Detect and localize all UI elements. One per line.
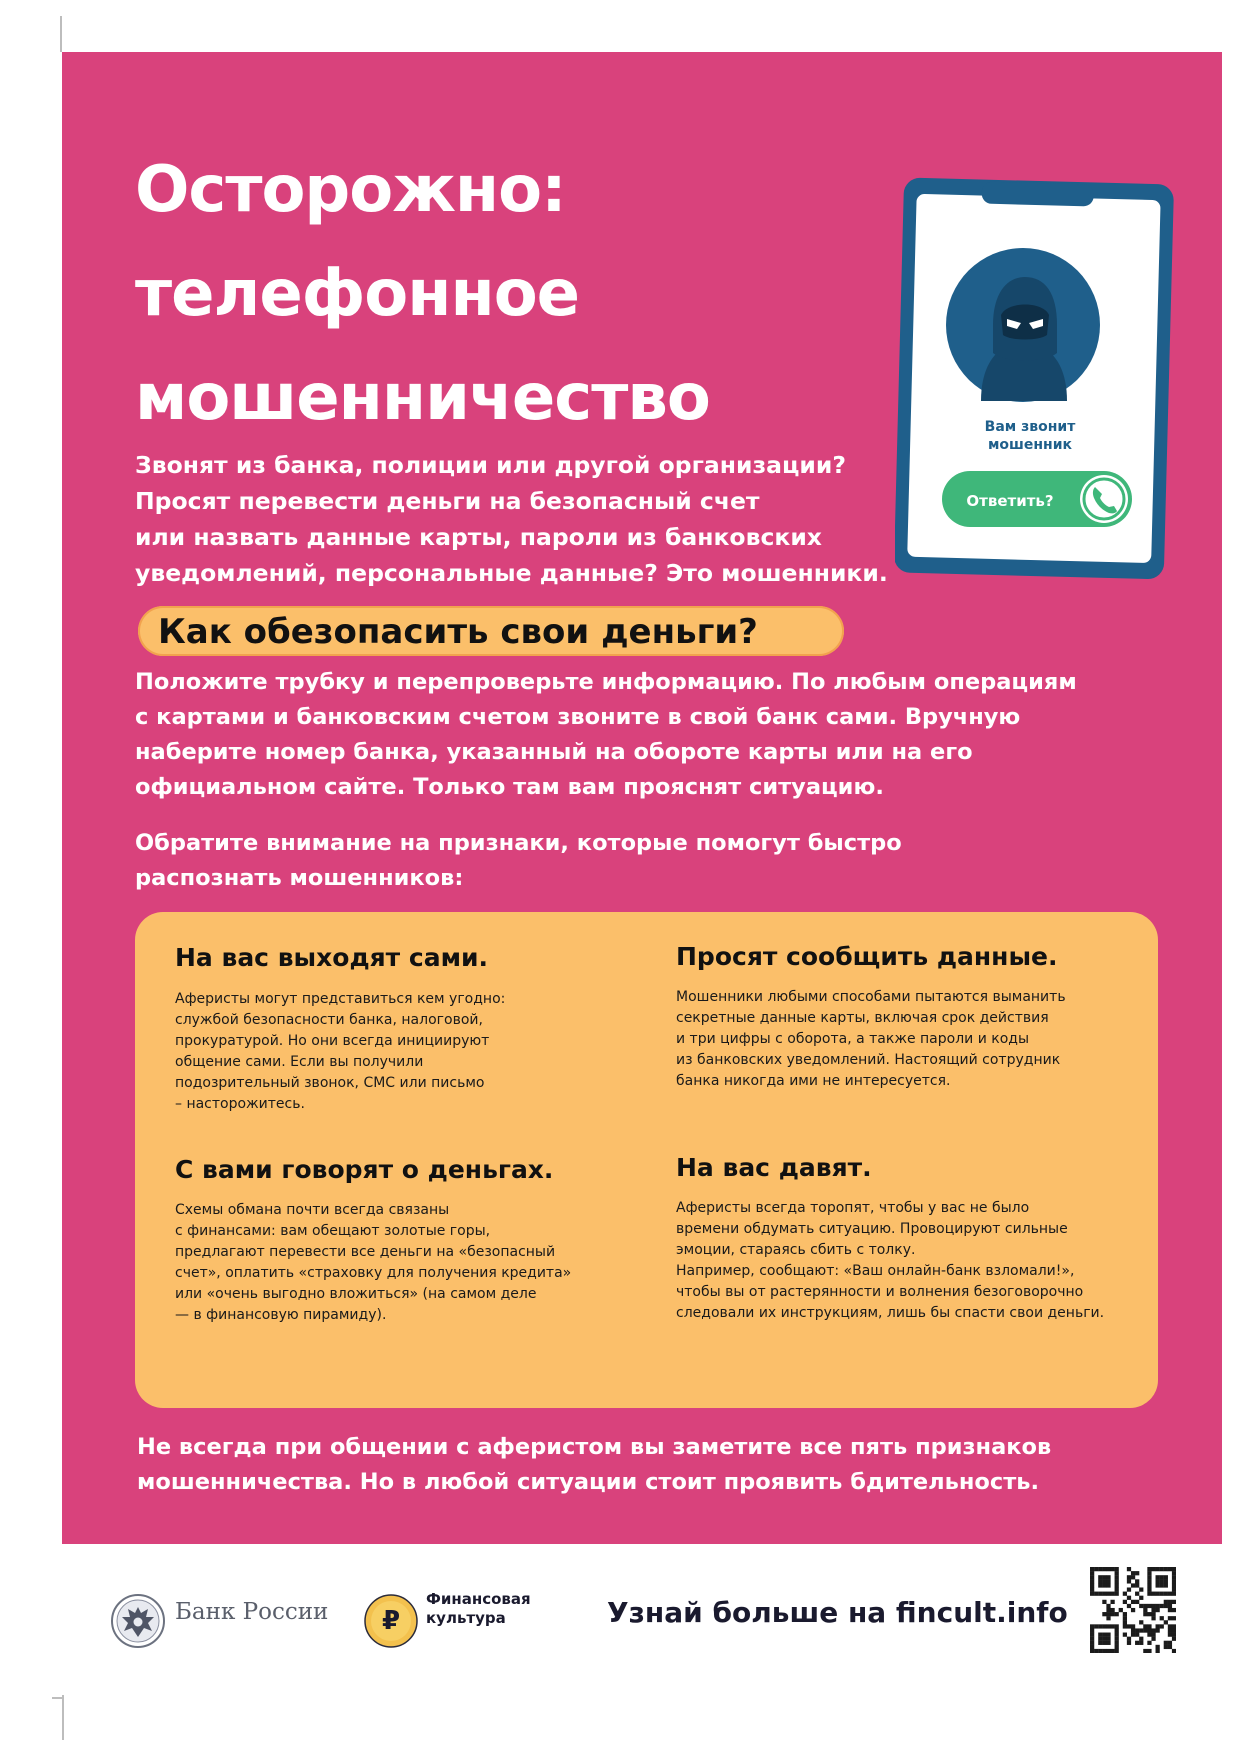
caller-caption [955,418,1105,454]
intro-line: Просят перевести деньги на безопасный счет [135,487,760,515]
signs-intro-paragraph [135,826,902,896]
closing-line: Не всегда при общении с аферистом вы заметите все пять признаков [137,1434,1052,1460]
sign-title: На вас выходят сами. [175,943,489,972]
sign-line: из банковских уведомлений. Настоящий сотрудник [676,1052,1061,1068]
fincult-label [426,1590,531,1628]
ruble-symbol: ₽ [381,1606,401,1636]
intro-paragraph [135,447,895,591]
sign-line: подозрительный звонок, СМС или письмо [175,1075,485,1091]
sign-line: Схемы обмана почти всегда связаны [175,1202,450,1218]
margin-mark-bottom-tick [52,1697,62,1699]
margin-mark-bottom [62,1695,64,1740]
signs-intro-line: Обратите внимание на признаки, которые помогут быстро [135,830,902,856]
sign-line: – насторожитесь. [175,1096,305,1112]
sign-line: службой безопасности банка, налоговой, [175,1012,483,1028]
intro-line: Звонят из банка, полиции или другой организации? [135,451,846,479]
sign-line: Например, сообщают: «Ваш онлайн-банк взломали!», [676,1263,1075,1279]
sign-text [175,989,505,1115]
poster-title [135,138,710,450]
sign-line: — в финансовую пирамиду). [175,1307,387,1323]
sign-title: Просят сообщить данные. [676,942,1058,971]
caller-caption-line: Вам звонит [984,419,1076,435]
sign-line: Аферисты могут представиться кем угодно: [175,991,506,1007]
sign-line: или «очень выгодно вложиться» (на самом деле [175,1286,537,1302]
title-line: Осторожно: [135,153,566,227]
fincult-line: Финансовая [426,1590,531,1608]
fincult-line: культура [426,1609,506,1627]
caller-caption-line: мошенник [987,437,1073,453]
bank-of-russia-label: Банк России [175,1599,329,1625]
sign-line: прокуратурой. Но они всегда инициируют [175,1033,490,1049]
bank-of-russia-emblem-icon [110,1593,166,1649]
sign-line: следовали их инструкциям, лишь бы спасти свои деньги. [676,1305,1105,1321]
signs-intro-line: распознать мошенников: [135,865,464,891]
sign-text [676,1198,1104,1324]
sign-line: и три цифры с оборота, а также пароли и коды [676,1031,1030,1047]
protect-heading: Как обезопасить свои деньги? [158,612,758,652]
sign-line: времени обдумать ситуацию. Провоцируют сильные [676,1221,1068,1237]
title-line: телефонное [135,257,580,331]
sign-line: счет», оплатить «страховку для получения кредита» [175,1265,572,1281]
sign-line: эмоции, стараясь сбить с толку. [676,1242,916,1258]
advice-paragraph [135,665,1077,805]
advice-line: наберите номер банка, указанный на обороте карты или на его [135,739,973,765]
ruble-coin-icon [364,1594,418,1648]
sign-title: С вами говорят о деньгах. [175,1155,554,1184]
sign-line: секретные данные карты, включая срок действия [676,1010,1049,1026]
learn-more-text [607,1594,1068,1632]
fincult-link[interactable]: Узнай больше на fincult.info [607,1596,1068,1629]
advice-line: официальном сайте. Только там вам прояснят ситуацию. [135,774,884,800]
phone-illustration [895,175,1180,585]
sign-line: Мошенники любыми способами пытаются выманить [676,989,1066,1005]
phone-handset-icon [1080,475,1128,523]
sign-line: банка никогда ими не интересуется. [676,1073,951,1089]
sign-line: чтобы вы от растерянности и волнения безоговорочно [676,1284,1084,1300]
sign-title: На вас давят. [676,1153,872,1182]
margin-mark-top [60,16,62,52]
intro-line: или назвать данные карты, пароли из банковских [135,523,822,551]
advice-line: с картами и банковским счетом звоните в свой банк сами. Вручную [135,704,1021,730]
intro-line: уведомлений, персональные данные? Это мошенники. [135,559,888,587]
closing-paragraph [137,1430,1051,1500]
closing-line: мошенничества. Но в любой ситуации стоит проявить бдительность. [137,1469,1040,1495]
advice-line: Положите трубку и перепроверьте информацию. По любым операциям [135,669,1077,695]
sign-text [676,987,1066,1092]
answer-call-button: Ответить? [966,492,1054,510]
title-line: мошенничество [135,361,710,435]
sign-text [175,1200,571,1326]
qr-code-icon [1090,1567,1176,1653]
sign-line: Аферисты всегда торопят, чтобы у вас не было [676,1200,1030,1216]
sign-line: предлагают перевести все деньги на «безопасный [175,1244,556,1260]
sign-line: общение сами. Если вы получили [175,1054,424,1070]
fraudster-avatar-icon [946,248,1100,402]
sign-line: с финансами: вам обещают золотые горы, [175,1223,491,1239]
